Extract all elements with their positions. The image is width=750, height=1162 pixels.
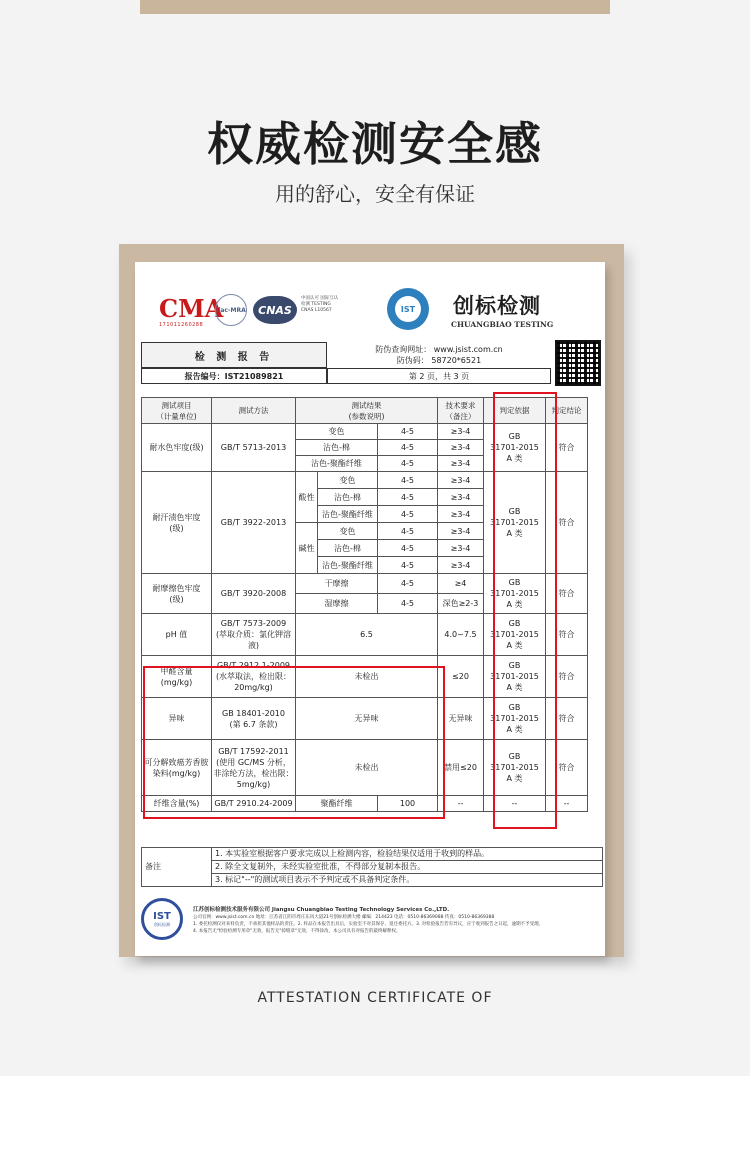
cell-method: GB/T 2912.1-2009 (水萃取法，检出限：20mg/kg)	[212, 656, 296, 698]
cell-verdict: --	[546, 796, 588, 812]
cell-method: GB/T 5713-2013	[212, 424, 296, 472]
org-name-en: CHUANGBIAO TESTING	[451, 320, 554, 329]
page-title: 权威检测安全感	[207, 117, 543, 171]
qr-code-icon	[555, 340, 601, 386]
report-number: 报告编号：IST21089821	[141, 368, 327, 384]
seal-subtext: 创标检测	[154, 921, 170, 927]
cell-basis: GB 31701-2015 A 类	[484, 424, 546, 472]
cell-result: 4-5	[378, 424, 438, 440]
cell-req: ≥3-4	[438, 424, 484, 440]
col-header-basis: 判定依据	[484, 398, 546, 424]
note-item: 1. 本实验室根据客户要求完成以上检测内容，检验结果仅适用于收到的样品。	[212, 848, 603, 861]
cell-req: ≥3-4	[438, 540, 484, 557]
cma-logo: CMA	[159, 294, 224, 323]
cell-basis: GB 31701-2015 A 类	[484, 472, 546, 574]
cell-method: GB/T 2910.24-2009	[212, 796, 296, 812]
col-header-item: 测试项目 （计量单位)	[142, 398, 212, 424]
note-item: 3. 标记"--"的测试项目表示不予判定或不具备判定条件。	[212, 874, 603, 887]
cell-verdict: 符合	[546, 574, 588, 614]
cell-method: GB/T 3922-2013	[212, 472, 296, 574]
cell-item: 耐摩擦色牢度 (级)	[142, 574, 212, 614]
cell-result: 4-5	[378, 456, 438, 472]
cell-result: 无异味	[296, 698, 438, 740]
cell-item: 可分解致癌芳香胺染料(mg/kg)	[142, 740, 212, 796]
cell-req: ≥3-4	[438, 456, 484, 472]
ist-seal-icon	[141, 898, 183, 940]
footer-contact: 公司官网：www.jsist.com.cn 地址：江苏省江阴市周庄东风大道21号创标检测大楼 邮编：214423 电话：0510-86369088 传真：0510-86369388	[193, 915, 495, 920]
cnas-logo: CNAS	[253, 296, 297, 324]
cell-result: 4-5	[378, 506, 438, 523]
cma-number: 171011260288	[159, 322, 204, 328]
cell-basis: GB 31701-2015 A 类	[484, 740, 546, 796]
cell-method: GB 18401-2010 (第 6.7 条款)	[212, 698, 296, 740]
cell-result: 未检出	[296, 740, 438, 796]
footer-fine-2: 4. 本报告无"检验检测专用章"无效，报告无"骑缝章"无效，不得涂改，本公司具有对报告的最终解释权。	[193, 929, 401, 934]
cell-sub: 沾色-棉	[296, 440, 378, 456]
col-header-requirement: 技术要求 （备注）	[438, 398, 484, 424]
cell-result: 4-5	[378, 574, 438, 594]
cell-result: 4-5	[378, 594, 438, 614]
cell-req: ≥4	[438, 574, 484, 594]
cell-sub: 干摩擦	[296, 574, 378, 594]
cell-verdict: 符合	[546, 740, 588, 796]
cell-basis: --	[484, 796, 546, 812]
cell-verdict: 符合	[546, 614, 588, 656]
cell-verdict: 符合	[546, 656, 588, 698]
top-accent-bar	[140, 0, 610, 14]
notes-label: 备注	[142, 848, 212, 887]
cell-sub: 变色	[296, 424, 378, 440]
certificate-paper	[135, 262, 605, 956]
cell-req: ≥3-4	[438, 440, 484, 456]
ilac-mra-logo: ilac-MRA	[215, 294, 247, 326]
cell-req: --	[438, 796, 484, 812]
antifake-code: 防伪码： 58720*6521	[396, 356, 482, 365]
cell-req: 深色≥2-3	[438, 594, 484, 614]
cell-sub: 沾色-聚酯纤维	[318, 506, 378, 523]
cell-item: 耐水色牢度(级)	[142, 424, 212, 472]
cell-basis: GB 31701-2015 A 类	[484, 614, 546, 656]
seal-text: IST	[153, 910, 171, 922]
footer-company: 江苏创标检测技术服务有限公司 Jiangsu Chuangbiao Testing Technology Services Co.,LTD.	[193, 907, 450, 913]
cell-sub: 沾色-棉	[318, 489, 378, 506]
note-item: 2. 除全文复制外，未经实验室批准，不得部分复制本报告。	[212, 861, 603, 874]
cnas-text: 中国认可 国际互认 检测 TESTING CNAS L10567	[301, 296, 339, 313]
cell-verdict: 符合	[546, 424, 588, 472]
cell-sub: 变色	[318, 472, 378, 489]
cell-sub: 沾色-棉	[318, 540, 378, 557]
cell-item: 耐汗渍色牢度 (级)	[142, 472, 212, 574]
page-info: 第 2 页，共 3 页	[327, 368, 551, 384]
org-name-cn: 创标检测	[453, 294, 541, 318]
cell-result: 4-5	[378, 557, 438, 574]
cell-method: GB/T 17592-2011 (使用 GC/MS 分析，非涂纶方法，检出限：5mg/kg)	[212, 740, 296, 796]
cell-sub: 沾色-聚酯纤维	[318, 557, 378, 574]
cell-req: ≥3-4	[438, 523, 484, 540]
cell-req: ≥3-4	[438, 506, 484, 523]
highlight-basis-column	[493, 392, 557, 829]
cell-verdict: 符合	[546, 472, 588, 574]
cell-basis: GB 31701-2015 A 类	[484, 574, 546, 614]
cell-result: 4-5	[378, 440, 438, 456]
cell-basis: GB 31701-2015 A 类	[484, 656, 546, 698]
footer-fine-1: 1. 委托检测仅对来样负责，不承担其他样品的责任。2. 样品在本报告出具后，实验室不对其保存，退还委托方。3. 对检验报告若有异议，应于收到报告之日起，逾期不予受理。	[193, 922, 544, 927]
cell-result: 4-5	[378, 523, 438, 540]
cell-acid: 酸性	[296, 472, 318, 523]
cell-result: 4-5	[378, 472, 438, 489]
cell-req: ≥3-4	[438, 489, 484, 506]
cell-method: GB/T 3920-2008	[212, 574, 296, 614]
cell-item: 异味	[142, 698, 212, 740]
bottom-white-area	[0, 1076, 750, 1162]
cell-method: GB/T 7573-2009 (萃取介质：氯化钾溶液)	[212, 614, 296, 656]
cell-item: pH 值	[142, 614, 212, 656]
ist-logo-text: IST	[395, 296, 421, 322]
cell-alkali: 碱性	[296, 523, 318, 574]
cell-sub: 湿摩擦	[296, 594, 378, 614]
cell-basis: GB 31701-2015 A 类	[484, 698, 546, 740]
cell-req: ≥3-4	[438, 472, 484, 489]
footer-text	[193, 907, 601, 935]
report-title: 检 测 报 告	[141, 342, 327, 368]
cell-req: 4.0~7.5	[438, 614, 484, 656]
antifake-url: 防伪查询网址： www.jsist.com.cn	[375, 345, 503, 354]
cell-req: 禁用≤20	[438, 740, 484, 796]
cell-result: 100	[378, 796, 438, 812]
col-header-result: 测试结果 (参数说明)	[296, 398, 438, 424]
cell-sub: 沾色-聚酯纤维	[296, 456, 378, 472]
page-subtitle: 用的舒心，安全有保证	[275, 182, 475, 206]
antifake-info	[327, 342, 551, 368]
cell-result: 4-5	[378, 540, 438, 557]
cell-req: ≤20	[438, 656, 484, 698]
col-header-method: 测试方法	[212, 398, 296, 424]
cell-result: 4-5	[378, 489, 438, 506]
notes-table	[141, 847, 603, 887]
cell-sub: 变色	[318, 523, 378, 540]
cell-verdict: 符合	[546, 698, 588, 740]
cell-fiber: 聚酯纤维	[296, 796, 378, 812]
cell-req: 无异味	[438, 698, 484, 740]
certificate-caption: ATTESTATION CERTIFICATE OF	[257, 990, 493, 1006]
cell-result: 未检出	[296, 656, 438, 698]
ist-logo	[387, 288, 429, 330]
cell-req: ≥3-4	[438, 557, 484, 574]
cell-item: 纤维含量(%)	[142, 796, 212, 812]
cell-result: 6.5	[296, 614, 438, 656]
cell-item: 甲醛含量 (mg/kg)	[142, 656, 212, 698]
highlight-safety-rows	[143, 666, 445, 819]
logo-row	[157, 288, 597, 336]
col-header-conclusion: 判定结论	[546, 398, 588, 424]
